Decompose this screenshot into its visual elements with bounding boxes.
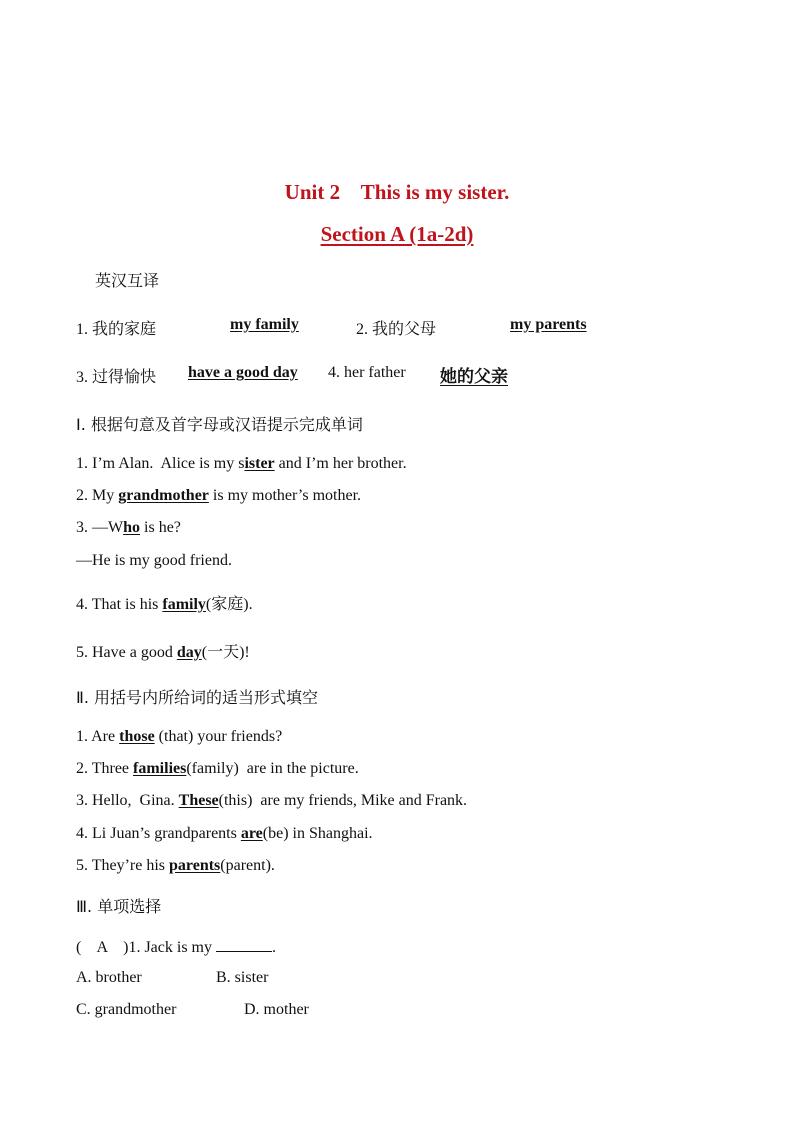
translation-heading: 英汉互译 <box>95 271 160 290</box>
translation-answer-3: have a good day <box>188 364 298 381</box>
option-d: D. mother <box>244 1001 309 1018</box>
option-c: C. grandmother <box>76 1001 177 1018</box>
part3-question-1: ( A )1. Jack is my . <box>76 939 276 956</box>
part3-heading: Ⅲ. 单项选择 <box>76 897 162 916</box>
option-a: A. brother <box>76 969 142 986</box>
part2-question-4: 4. Li Juan’s grandparents are(be) in Shanghai. <box>76 825 373 842</box>
part2-question-5: 5. They’re his parents(parent). <box>76 857 275 874</box>
part1-question-4: 4. That is his family(家庭). <box>76 596 253 613</box>
part2-question-2: 2. Three families(family) are in the picture. <box>76 760 359 777</box>
part1-question-2: 2. My grandmother is my mother’s mother. <box>76 487 362 504</box>
translation-answer-4: 她的父亲 <box>440 367 508 387</box>
answer-word: are <box>240 825 263 842</box>
part1-question-5: 5. Have a good day(一天)! <box>76 644 250 661</box>
answer-word: ho <box>123 519 141 536</box>
unit-sentence: This is my sister. <box>360 180 510 204</box>
translation-answer-1: my family <box>230 316 299 333</box>
answer-word: grandmother <box>118 487 209 504</box>
unit-title <box>0 180 794 205</box>
section-title: Section A (1a-2d) <box>320 222 474 246</box>
answer-blank <box>216 937 272 952</box>
answer-word: those <box>119 728 155 745</box>
part1-heading: Ⅰ. 根据句意及首字母或汉语提示完成单词 <box>76 415 363 434</box>
option-b: B. sister <box>216 969 269 986</box>
translation-answer-2: my parents <box>510 316 587 333</box>
answer-word: day <box>176 644 202 661</box>
part1-question-3-reply: —He is my good friend. <box>76 552 232 569</box>
part2-heading: Ⅱ. 用括号内所给词的适当形式填空 <box>76 688 319 707</box>
answer-word: parents <box>169 857 221 874</box>
translation-item-2: 2. 我的父母 <box>356 319 437 338</box>
answer-word: These <box>178 792 219 809</box>
part2-question-1: 1. Are those (that) your friends? <box>76 728 283 745</box>
answer-word: families <box>133 760 187 777</box>
translation-item-3: 3. 过得愉快 <box>76 367 157 386</box>
answer-word: family <box>162 596 206 613</box>
translation-item-4: 4. her father <box>328 364 406 381</box>
part1-question-3: 3. —Who is he? <box>76 519 181 536</box>
part1-question-1: 1. I’m Alan. Alice is my sister and I’m her brother. <box>76 455 407 472</box>
part2-question-3: 3. Hello, Gina. These(this) are my friends, Mike and Frank. <box>76 792 468 809</box>
answer-word: ister <box>244 455 275 472</box>
unit-number: Unit 2 <box>284 180 341 204</box>
choice-answer: A <box>96 939 108 956</box>
translation-item-1: 1. 我的家庭 <box>76 319 157 338</box>
